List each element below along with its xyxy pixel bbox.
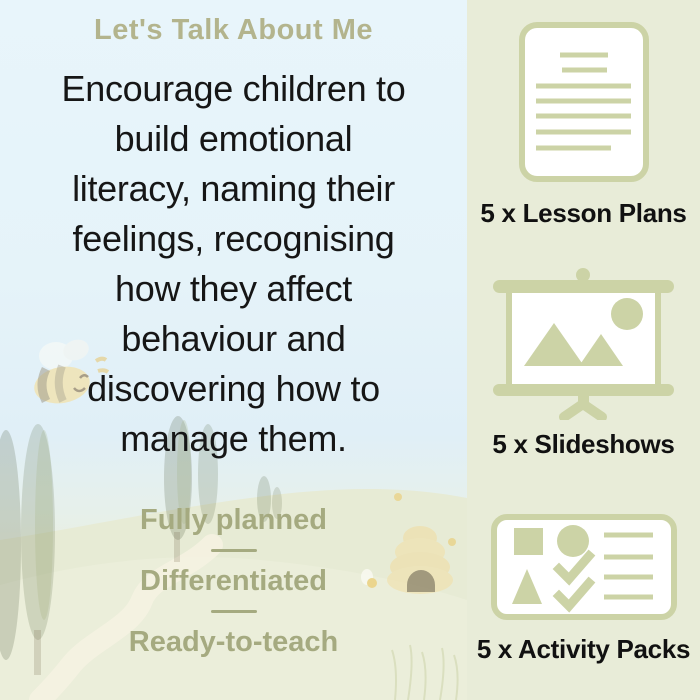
activity-packs-label: 5 x Activity Packs	[476, 634, 691, 664]
feature-fully-planned: Fully planned	[140, 504, 327, 536]
description-line: build emotional	[114, 118, 353, 159]
slideshow-projector-screen-icon	[491, 268, 676, 420]
description-line: feelings, recognising	[72, 218, 395, 259]
page-title: Let's Talk About Me	[93, 14, 374, 46]
feature-differentiated: Differentiated	[140, 565, 327, 597]
description-line: discovering how to	[87, 368, 380, 409]
description-line: literacy, naming their	[72, 168, 395, 209]
activity-pack-checklist-icon	[491, 514, 677, 620]
description-line: behaviour and	[121, 318, 346, 359]
feature-ready-to-teach: Ready-to-teach	[128, 626, 339, 658]
description-text	[0, 64, 467, 464]
feature-divider	[211, 549, 257, 552]
slideshows-label: 5 x Slideshows	[492, 429, 675, 459]
description-line: Encourage children to	[61, 68, 406, 109]
description-line: how they affect	[115, 268, 352, 309]
description-line: manage them.	[120, 418, 347, 459]
lesson-plan-document-icon	[519, 22, 649, 182]
feature-divider	[211, 610, 257, 613]
lesson-plans-item	[467, 22, 700, 229]
lesson-plans-label: 5 x Lesson Plans	[480, 198, 687, 228]
right-panel	[467, 0, 700, 700]
feature-list	[0, 503, 467, 659]
activity-packs-item	[467, 514, 700, 665]
slideshows-item	[467, 268, 700, 460]
